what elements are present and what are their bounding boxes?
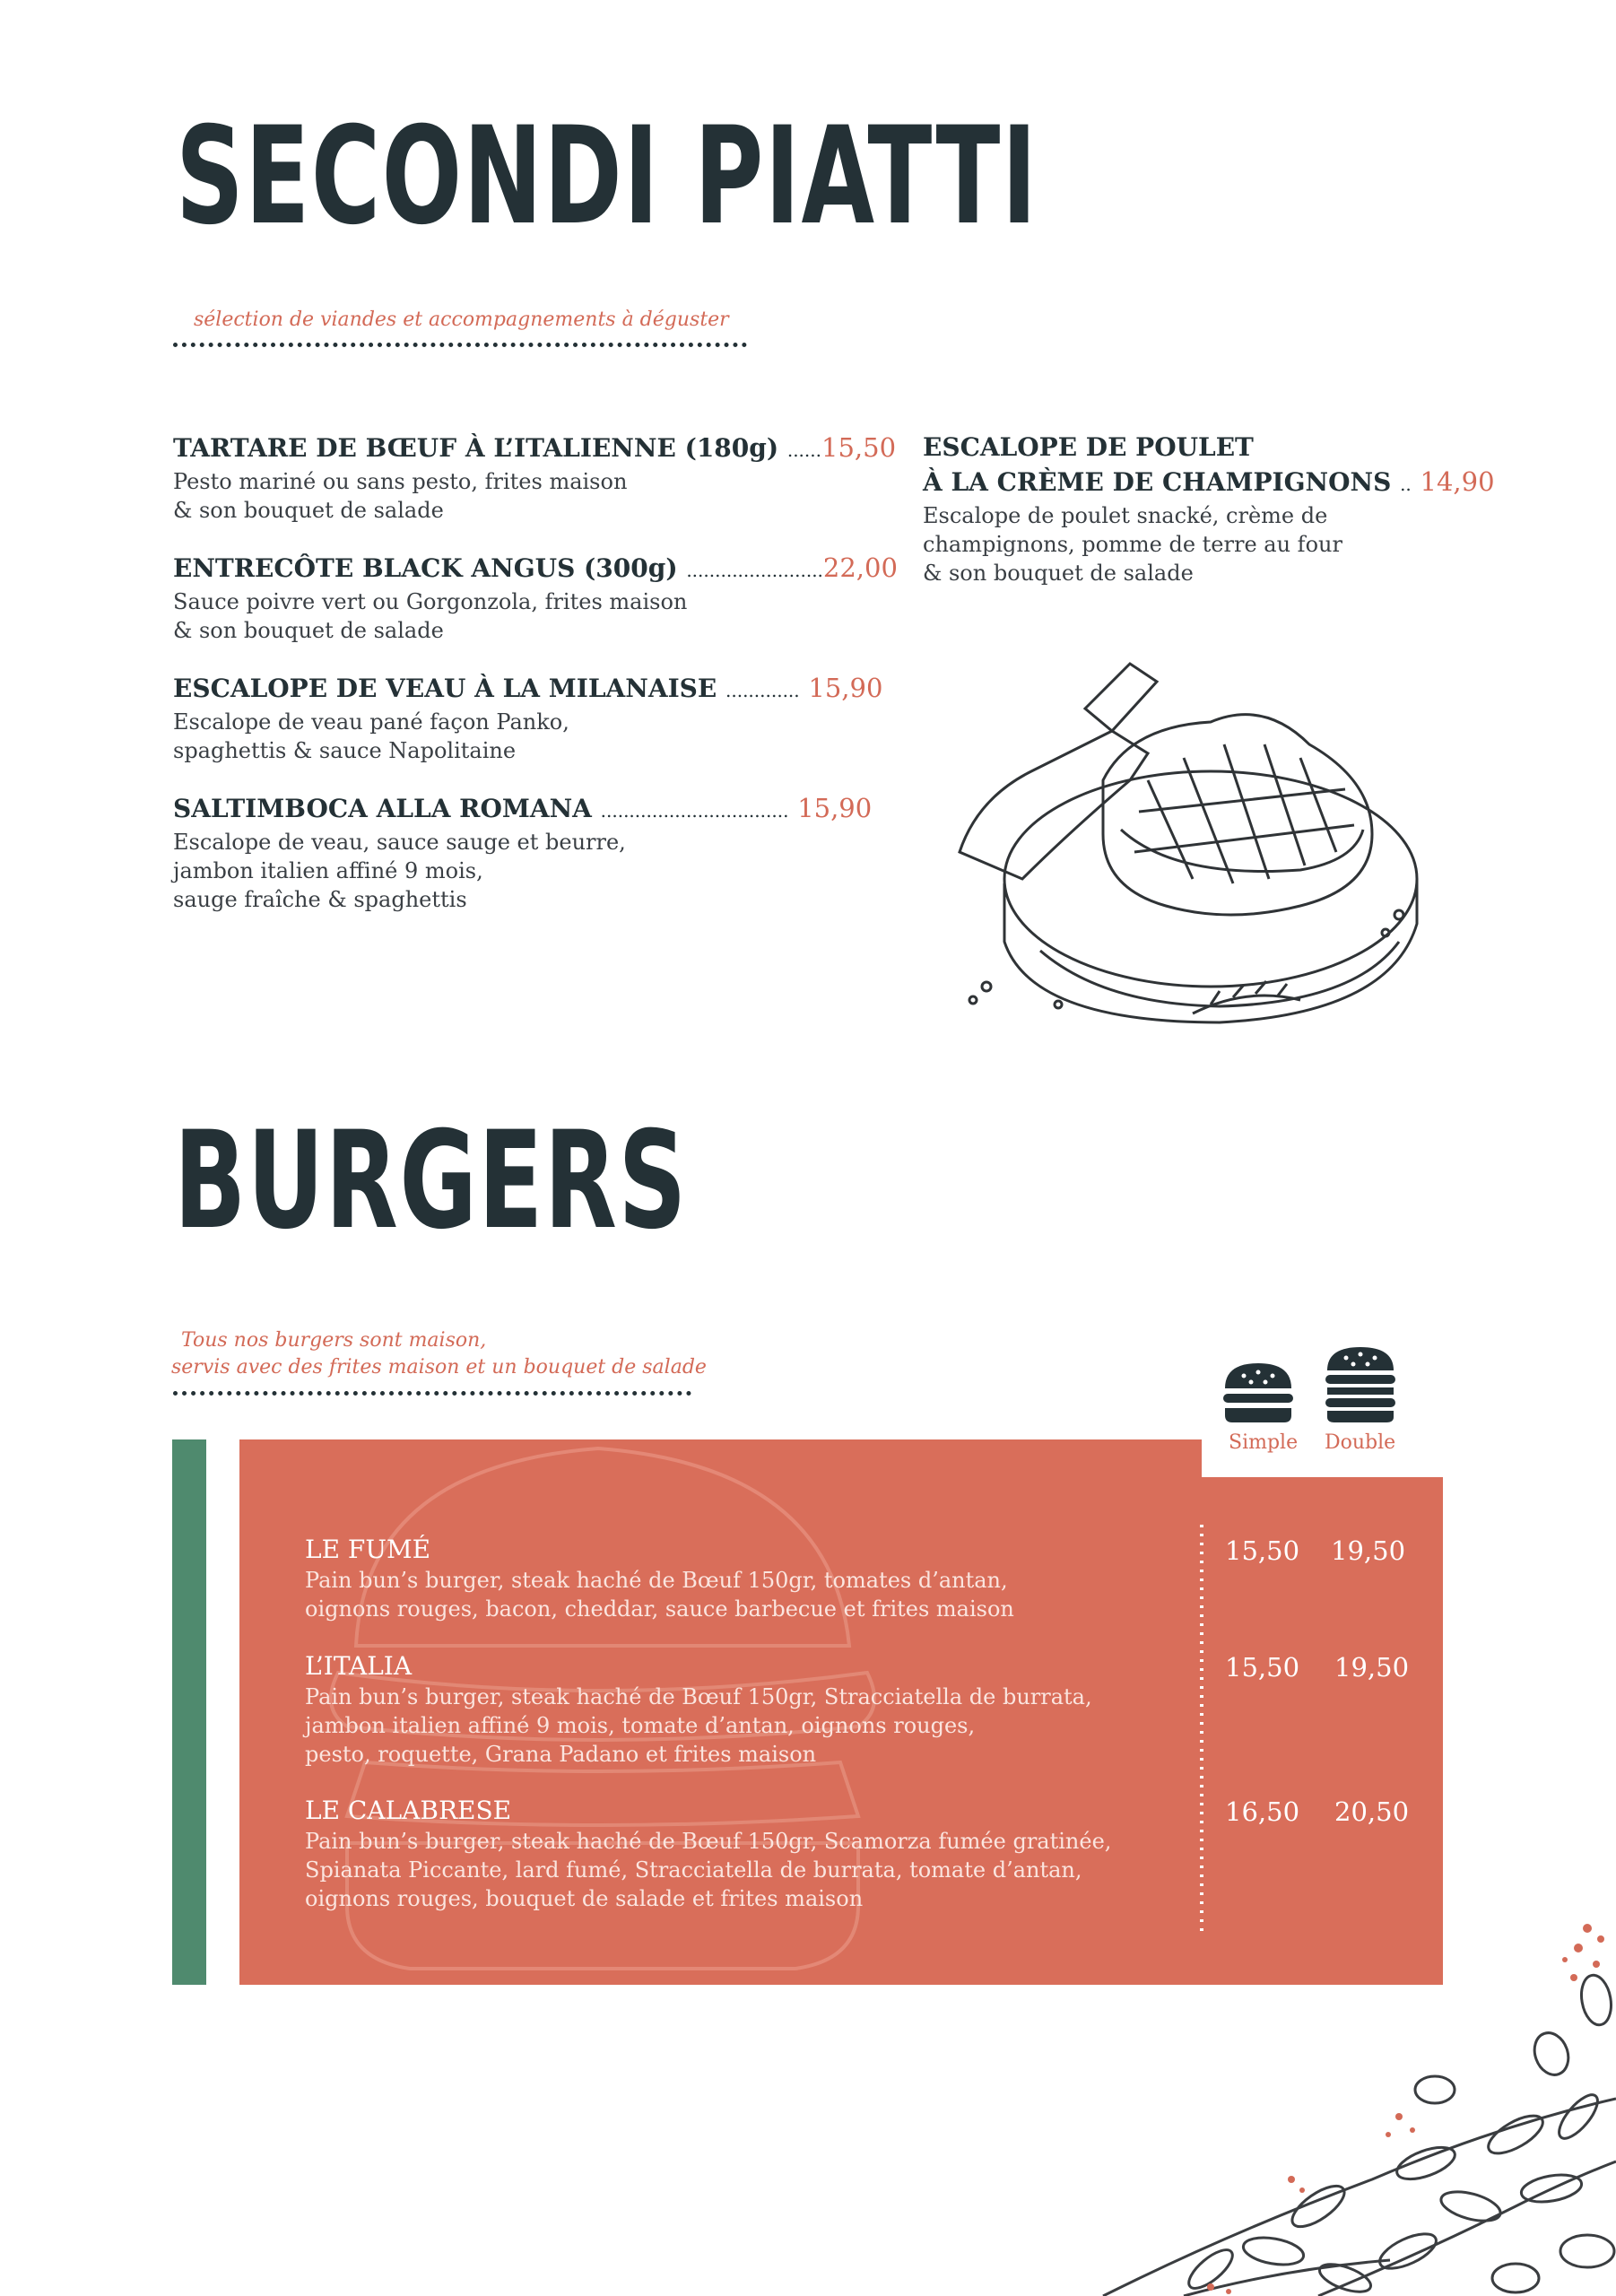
burger-desc-line: Spianata Piccante, lard fumé, Stracciatella de burrata, tomate d’antan, <box>305 1857 1082 1883</box>
item-name: ESCALOPE DE VEAU À LA MILANAISE <box>173 674 717 703</box>
item-desc-line: Pesto mariné ou sans pesto, frites maison <box>173 469 628 494</box>
burger-desc-line: pesto, roquette, Grana Padano et frites maison <box>305 1742 817 1767</box>
item-price: 15,90 <box>797 793 873 823</box>
section-subtitle-secondi: sélection de viandes et accompagnements à déguster <box>194 309 729 331</box>
item-desc-line: spaghettis & sauce Napolitaine <box>173 738 517 763</box>
subtitle-divider <box>173 343 747 347</box>
item-desc-line: Escalope de veau, sauce sauge et beurre, <box>173 830 626 855</box>
burger-item-calabrese <box>305 1795 1111 1913</box>
item-price: 15,50 <box>821 432 897 463</box>
burger-name: L’ITALIA <box>305 1651 413 1681</box>
item-desc-line: & son bouquet de salade <box>923 561 1194 586</box>
item-name-line1: ESCALOPE DE POULET <box>923 432 1254 462</box>
dot-leader: .. <box>1400 474 1412 495</box>
menu-item-escalope-poulet <box>923 430 1495 587</box>
dot-leader: ...... <box>786 439 821 461</box>
burger-icon <box>1221 1361 1295 1424</box>
burger-desc-line: jambon italien affiné 9 mois, tomate d’antan, oignons rouges, <box>305 1713 976 1738</box>
double-burger-icon <box>1324 1345 1397 1424</box>
item-price: 14,90 <box>1420 466 1495 497</box>
burger-name: LE FUMÉ <box>305 1535 431 1564</box>
column-header-simple: Simple <box>1229 1431 1299 1454</box>
price-simple: 15,50 <box>1225 1652 1300 1683</box>
menu-item-entrecote <box>173 551 898 645</box>
burger-desc-line: oignons rouges, bouquet de salade et frites maison <box>305 1886 864 1911</box>
dot-leader: ............. <box>725 680 800 701</box>
dot-leader: ................................. <box>600 800 789 822</box>
item-name: TARTARE DE BŒUF À L’ITALIENNE (180g) <box>173 433 779 463</box>
price-simple: 15,50 <box>1225 1535 1300 1566</box>
column-header-double: Double <box>1325 1431 1396 1454</box>
steak-board-illustration <box>924 646 1444 1058</box>
burgers-subtitle-line: servis avec des frites maison et un bouquet de salade <box>171 1356 707 1378</box>
burger-desc-line: oignons rouges, bacon, cheddar, sauce barbecue et frites maison <box>305 1596 1014 1622</box>
price-double: 19,50 <box>1331 1535 1406 1566</box>
item-price: 22,00 <box>822 552 898 583</box>
item-desc-line: Escalope de veau pané façon Panko, <box>173 709 569 735</box>
item-name: SALTIMBOCA ALLA ROMANA <box>173 794 592 823</box>
item-name: À LA CRÈME DE CHAMPIGNONS <box>923 467 1392 497</box>
item-desc-line: sauge fraîche & spaghettis <box>173 887 467 912</box>
accent-bar <box>172 1439 206 1985</box>
price-simple: 16,50 <box>1225 1796 1300 1827</box>
item-desc-line: champignons, pomme de terre au four <box>923 532 1342 557</box>
menu-item-tartare <box>173 430 896 525</box>
subtitle-divider <box>173 1391 691 1396</box>
section-title-burgers: BURGERS <box>174 1103 688 1259</box>
burger-desc-line: Pain bun’s burger, steak haché de Bœuf 150gr, Scamorza fumée gratinée, <box>305 1829 1112 1854</box>
item-desc-line: & son bouquet de salade <box>173 498 444 523</box>
item-desc-line: Escalope de poulet snacké, crème de <box>923 503 1328 528</box>
menu-item-milanaise <box>173 671 882 765</box>
item-name: ENTRECÔTE BLACK ANGUS (300g) <box>173 553 678 583</box>
burger-name: LE CALABRESE <box>305 1796 512 1825</box>
price-double: 19,50 <box>1334 1652 1410 1683</box>
section-title-secondi: SECONDI PIATTI <box>176 99 1038 255</box>
menu-item-saltimboca <box>173 791 872 914</box>
burger-desc-line: Pain bun’s burger, steak haché de Bœuf 150gr, Stracciatella de burrata, <box>305 1684 1092 1709</box>
burgers-subtitle-line: Tous nos burgers sont maison, <box>181 1329 487 1352</box>
burger-desc-line: Pain bun’s burger, steak haché de Bœuf 150gr, tomates d’antan, <box>305 1568 1008 1593</box>
olive-branch-illustration <box>1049 1910 1616 2296</box>
item-desc-line: & son bouquet de salade <box>173 618 444 643</box>
item-desc-line: Sauce poivre vert ou Gorgonzola, frites maison <box>173 589 688 614</box>
price-double: 20,50 <box>1334 1796 1410 1827</box>
burger-item-italia <box>305 1650 1092 1769</box>
dot-leader: ........................ <box>686 560 823 581</box>
item-price: 15,90 <box>808 673 883 703</box>
burger-item-fume <box>305 1534 1014 1623</box>
item-desc-line: jambon italien affiné 9 mois, <box>173 858 483 883</box>
